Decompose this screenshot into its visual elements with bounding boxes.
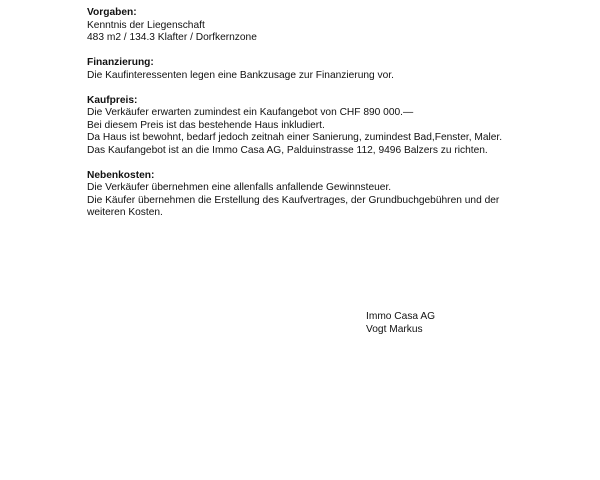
- text-line: Das Kaufangebot ist an die Immo Casa AG, Palduinstrasse 112, 9496 Balzers zu richten.: [87, 144, 488, 156]
- section-kaufpreis: [87, 95, 587, 158]
- section-heading: Vorgaben:: [87, 7, 137, 18]
- text-line: Die Verkäufer übernehmen eine allenfalls anfallende Gewinnsteuer.: [87, 182, 392, 193]
- text-line: Kenntnis der Liegenschaft: [87, 19, 205, 31]
- document-body: [87, 7, 587, 232]
- text-line: 483 m2 / 134.3 Klafter / Dorfkernzone: [87, 32, 257, 43]
- section-heading: Nebenkosten:: [87, 169, 155, 181]
- text-line: Bei diesem Preis ist das bestehende Haus inkludiert.: [87, 119, 325, 131]
- text-line: Die Kaufinteressenten legen eine Bankzusage zur Finanzierung vor.: [87, 69, 394, 81]
- section-finanzierung: [87, 57, 587, 82]
- text-line: Da Haus ist bewohnt, bedarf jedoch zeitnah einer Sanierung, zumindest Bad,Fenster, Maler.: [87, 132, 503, 143]
- signature-company: Immo Casa AG: [366, 311, 436, 322]
- signature-block: [366, 311, 435, 336]
- section-heading: Finanzierung:: [87, 57, 154, 68]
- text-line: weiteren Kosten.: [87, 207, 163, 218]
- text-line: Die Käufer übernehmen die Erstellung des Kaufvertrages, der Grundbuchgebühren und der: [87, 194, 500, 206]
- text-line: Die Verkäufer erwarten zumindest ein Kaufangebot von CHF 890 000.—: [87, 107, 414, 118]
- section-nebenkosten: [87, 170, 587, 220]
- section-vorgaben: [87, 7, 587, 45]
- signature-name: Vogt Markus: [366, 323, 423, 335]
- section-heading: Kaufpreis:: [87, 94, 138, 106]
